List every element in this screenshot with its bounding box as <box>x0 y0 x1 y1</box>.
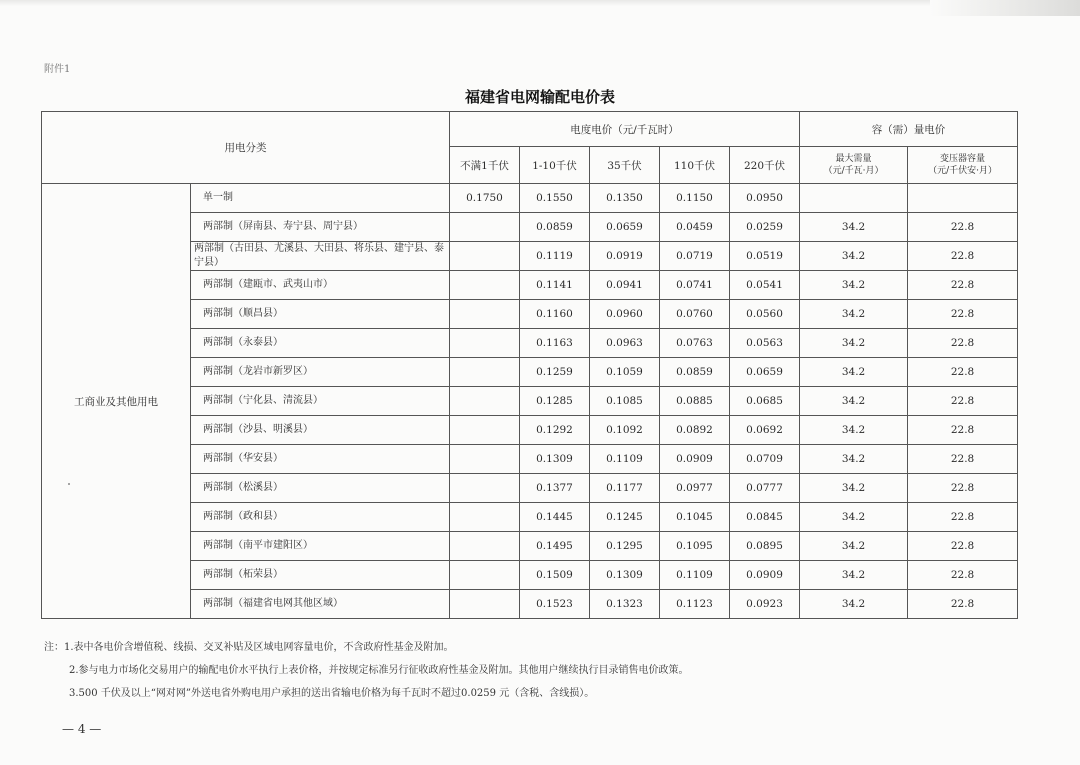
energy-price-cell <box>450 329 520 358</box>
transformer-capacity-cell: 22.8 <box>908 387 1018 416</box>
max-demand-cell: 34.2 <box>800 532 908 561</box>
tariff-type-cell: 两部制（政和县） <box>191 503 450 532</box>
tariff-type-cell: 两部制（柘荣县） <box>191 561 450 590</box>
max-demand-cell <box>800 184 908 213</box>
max-demand-cell: 34.2 <box>800 590 908 619</box>
energy-price-cell <box>450 271 520 300</box>
energy-price-cell: 0.1123 <box>660 590 730 619</box>
group-category-cell: 工商业及其他用电 <box>42 184 191 619</box>
energy-price-cell: 0.0845 <box>730 503 800 532</box>
tariff-type-cell: 单一制 <box>191 184 450 213</box>
energy-price-cell: 0.0760 <box>660 300 730 329</box>
voltage-col-header: 110千伏 <box>660 147 730 184</box>
transformer-capacity-unit: （元/千伏安·月） <box>928 166 997 176</box>
max-demand-cell: 34.2 <box>800 474 908 503</box>
energy-price-cell: 0.1309 <box>590 561 660 590</box>
max-demand-cell: 34.2 <box>800 358 908 387</box>
transformer-capacity-cell: 22.8 <box>908 213 1018 242</box>
energy-price-cell: 0.1523 <box>520 590 590 619</box>
transformer-capacity-header <box>908 147 1018 184</box>
max-demand-cell: 34.2 <box>800 416 908 445</box>
note-text: 3.500 千伏及以上“网对网”外送电省外购电用户承担的送出省输电价格为每千瓦时不超过0.0259 元（含税、含线损）。 <box>69 688 595 699</box>
note-item <box>44 636 689 659</box>
energy-price-cell: 0.1295 <box>590 532 660 561</box>
energy-price-cell: 0.0892 <box>660 416 730 445</box>
energy-price-cell: 0.1245 <box>590 503 660 532</box>
transformer-capacity-cell: 22.8 <box>908 271 1018 300</box>
energy-price-cell: 0.1285 <box>520 387 590 416</box>
energy-price-cell <box>450 503 520 532</box>
transformer-capacity-cell: 22.8 <box>908 358 1018 387</box>
tariff-type-cell: 两部制（古田县、尤溪县、大田县、将乐县、建宁县、泰宁县） <box>191 242 450 271</box>
energy-price-cell <box>450 358 520 387</box>
energy-price-cell <box>450 445 520 474</box>
table-row <box>42 184 1018 213</box>
tariff-type-cell: 两部制（宁化县、清流县） <box>191 387 450 416</box>
transformer-capacity-cell: 22.8 <box>908 532 1018 561</box>
transformer-capacity-cell: 22.8 <box>908 242 1018 271</box>
energy-price-cell <box>450 387 520 416</box>
max-demand-cell: 34.2 <box>800 213 908 242</box>
tariff-type-cell: 两部制（顺昌县） <box>191 300 450 329</box>
energy-price-cell: 0.0659 <box>590 213 660 242</box>
max-demand-cell: 34.2 <box>800 561 908 590</box>
energy-price-cell: 0.1750 <box>450 184 520 213</box>
usage-category-header: 用电分类 <box>42 112 450 184</box>
transformer-capacity-cell: 22.8 <box>908 590 1018 619</box>
energy-price-cell <box>450 213 520 242</box>
energy-price-cell: 0.1085 <box>590 387 660 416</box>
transformer-capacity-cell: 22.8 <box>908 445 1018 474</box>
transformer-capacity-cell: 22.8 <box>908 503 1018 532</box>
max-demand-cell: 34.2 <box>800 387 908 416</box>
max-demand-cell: 34.2 <box>800 329 908 358</box>
energy-price-cell: 0.0692 <box>730 416 800 445</box>
energy-price-cell: 0.0941 <box>590 271 660 300</box>
energy-price-cell: 0.0563 <box>730 329 800 358</box>
energy-price-cell: 0.0741 <box>660 271 730 300</box>
energy-price-cell: 0.0895 <box>730 532 800 561</box>
energy-price-cell: 0.0519 <box>730 242 800 271</box>
transformer-capacity-cell <box>908 184 1018 213</box>
energy-price-cell: 0.1377 <box>520 474 590 503</box>
tariff-type-cell: 两部制（华安县） <box>191 445 450 474</box>
energy-price-cell: 0.1059 <box>590 358 660 387</box>
energy-price-cell: 0.0960 <box>590 300 660 329</box>
energy-price-cell <box>450 590 520 619</box>
energy-price-cell: 0.0459 <box>660 213 730 242</box>
energy-price-cell: 0.1309 <box>520 445 590 474</box>
energy-price-cell: 0.0541 <box>730 271 800 300</box>
notes-section <box>44 636 689 705</box>
note-item <box>44 659 689 682</box>
energy-price-cell: 0.0909 <box>730 561 800 590</box>
energy-price-cell: 0.0859 <box>520 213 590 242</box>
notes-label: 注： <box>44 642 64 653</box>
tariff-type-cell: 两部制（松溪县） <box>191 474 450 503</box>
voltage-col-header: 35千伏 <box>590 147 660 184</box>
energy-price-header: 电度电价（元/千瓦时） <box>450 112 800 147</box>
transformer-capacity-cell: 22.8 <box>908 474 1018 503</box>
tariff-type-cell: 两部制（建瓯市、武夷山市） <box>191 271 450 300</box>
document-title: 福建省电网输配电价表 <box>464 88 615 106</box>
energy-price-cell: 0.1292 <box>520 416 590 445</box>
scan-shadow <box>930 0 1080 16</box>
note-text: 1.表中各电价含增值税、线损、交叉补贴及区域电网容量电价，不含政府性基金及附加。 <box>64 642 454 653</box>
attachment-label: 附件1 <box>44 64 71 75</box>
transformer-capacity-label: 变压器容量 <box>940 154 986 164</box>
energy-price-cell: 0.1045 <box>660 503 730 532</box>
energy-price-cell: 0.1163 <box>520 329 590 358</box>
transformer-capacity-cell: 22.8 <box>908 416 1018 445</box>
note-item <box>44 682 689 705</box>
max-demand-cell: 34.2 <box>800 271 908 300</box>
voltage-col-header: 不满1千伏 <box>450 147 520 184</box>
max-demand-cell: 34.2 <box>800 503 908 532</box>
energy-price-cell: 0.1445 <box>520 503 590 532</box>
energy-price-cell: 0.0560 <box>730 300 800 329</box>
max-demand-unit: （元/千瓦·月） <box>823 166 884 176</box>
max-demand-label: 最大需量 <box>835 154 872 164</box>
energy-price-cell: 0.1509 <box>520 561 590 590</box>
energy-price-cell: 0.0950 <box>730 184 800 213</box>
energy-price-cell: 0.1495 <box>520 532 590 561</box>
tariff-table <box>41 111 1018 619</box>
scan-speck <box>68 483 70 485</box>
energy-price-cell: 0.0859 <box>660 358 730 387</box>
energy-price-cell <box>450 300 520 329</box>
energy-price-cell: 0.0919 <box>590 242 660 271</box>
energy-price-cell <box>450 242 520 271</box>
transformer-capacity-cell: 22.8 <box>908 300 1018 329</box>
energy-price-cell: 0.1177 <box>590 474 660 503</box>
energy-price-cell: 0.0659 <box>730 358 800 387</box>
energy-price-cell: 0.1141 <box>520 271 590 300</box>
energy-price-cell <box>450 474 520 503</box>
voltage-col-header: 220千伏 <box>730 147 800 184</box>
energy-price-cell: 0.1109 <box>660 561 730 590</box>
energy-price-cell: 0.0719 <box>660 242 730 271</box>
energy-price-cell: 0.0963 <box>590 329 660 358</box>
energy-price-cell: 0.0685 <box>730 387 800 416</box>
energy-price-cell: 0.1550 <box>520 184 590 213</box>
energy-price-cell: 0.1150 <box>660 184 730 213</box>
tariff-type-cell: 两部制（屏南县、寿宁县、周宁县） <box>191 213 450 242</box>
page-edge <box>0 0 1080 6</box>
energy-price-cell: 0.0923 <box>730 590 800 619</box>
tariff-type-cell: 两部制（龙岩市新罗区） <box>191 358 450 387</box>
max-demand-cell: 34.2 <box>800 300 908 329</box>
energy-price-cell: 0.1119 <box>520 242 590 271</box>
capacity-price-header: 容（需）量电价 <box>800 112 1018 147</box>
energy-price-cell: 0.0885 <box>660 387 730 416</box>
energy-price-cell: 0.0777 <box>730 474 800 503</box>
energy-price-cell: 0.1323 <box>590 590 660 619</box>
max-demand-cell: 34.2 <box>800 445 908 474</box>
tariff-type-cell: 两部制（永泰县） <box>191 329 450 358</box>
energy-price-cell: 0.1092 <box>590 416 660 445</box>
page-number: — 4 — <box>62 722 102 736</box>
energy-price-cell: 0.0763 <box>660 329 730 358</box>
energy-price-cell: 0.0259 <box>730 213 800 242</box>
energy-price-cell: 0.0977 <box>660 474 730 503</box>
tariff-type-cell: 两部制（福建省电网其他区域） <box>191 590 450 619</box>
energy-price-cell: 0.1160 <box>520 300 590 329</box>
energy-price-cell: 0.0709 <box>730 445 800 474</box>
transformer-capacity-cell: 22.8 <box>908 329 1018 358</box>
energy-price-cell: 0.1095 <box>660 532 730 561</box>
note-text: 2.参与电力市场化交易用户的输配电价水平执行上表价格，并按规定标准另行征收政府性基金及附加。其他用户继续执行目录销售电价政策。 <box>69 665 689 676</box>
energy-price-cell <box>450 416 520 445</box>
energy-price-cell <box>450 561 520 590</box>
voltage-col-header: 1-10千伏 <box>520 147 590 184</box>
energy-price-cell <box>450 532 520 561</box>
transformer-capacity-cell: 22.8 <box>908 561 1018 590</box>
max-demand-header <box>800 147 908 184</box>
energy-price-cell: 0.0909 <box>660 445 730 474</box>
tariff-type-cell: 两部制（南平市建阳区） <box>191 532 450 561</box>
max-demand-cell: 34.2 <box>800 242 908 271</box>
energy-price-cell: 0.1259 <box>520 358 590 387</box>
tariff-type-cell: 两部制（沙县、明溪县） <box>191 416 450 445</box>
energy-price-cell: 0.1109 <box>590 445 660 474</box>
energy-price-cell: 0.1350 <box>590 184 660 213</box>
